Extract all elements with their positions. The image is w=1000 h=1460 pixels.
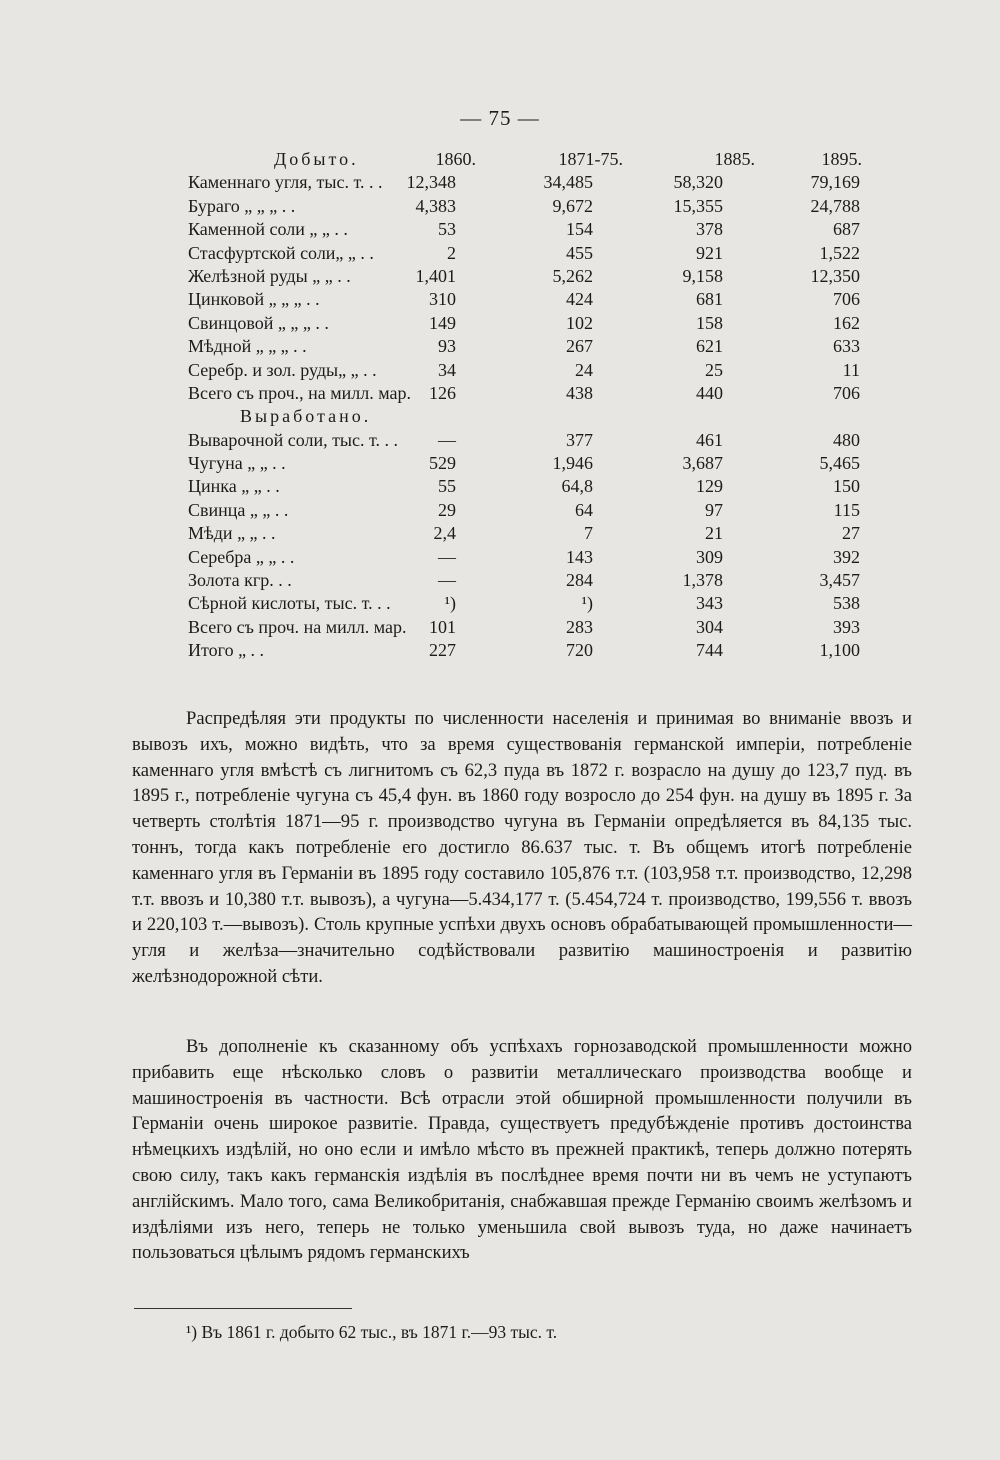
- row-value: 480: [833, 429, 860, 450]
- table-row: [188, 429, 868, 452]
- row-value: 154: [566, 219, 593, 240]
- row-value: 34: [438, 359, 456, 380]
- row-value: 9,158: [682, 265, 723, 286]
- table-row: [188, 616, 868, 639]
- row-value: 1,100: [819, 640, 860, 661]
- table-row: [188, 569, 868, 592]
- row-value: 461: [696, 429, 723, 450]
- row-value: 393: [833, 616, 860, 637]
- row-value: 149: [429, 312, 456, 333]
- table-row: [188, 195, 868, 218]
- table-row: [188, 382, 868, 405]
- row-value: 150: [833, 476, 860, 497]
- header-year: 1895.: [821, 149, 862, 169]
- row-label: Цинка „ „ . .: [188, 476, 280, 497]
- row-value: —: [438, 570, 456, 591]
- row-label: Стасфуртской соли„ „ . .: [188, 242, 374, 263]
- paragraph: Въ дополненіе къ сказанному объ успѣхахъ горнозаводской промышленности можно прибавить еще нѣсколько словъ о развитіи металлическаго производства вообще и машиностроенія въ частности. Всѣ отрасли этой обширной промышленности получили въ Германіи очень широкое развитіе. Правда, существуетъ предубѣжденіе противъ достоинства нѣмецкихъ издѣлій, но оно если и имѣло мѣсто въ прежней практикѣ, теперь должно потерять свою силу, такъ какъ германскія издѣлія въ послѣднее время почти ни въ чемъ не уступаютъ англійскимъ. Мало того, сама Великобританія, снабжавшая прежде Германію своимъ желѣзомъ и издѣліями изъ него, теперь не только уменьшила свой вывозъ туда, но даже начинаетъ пользоваться цѣлымъ рядомъ германскихъ: [132, 1036, 912, 1264]
- row-value: 440: [696, 382, 723, 403]
- row-value: —: [438, 429, 456, 450]
- row-value: 1,378: [682, 570, 723, 591]
- row-value: 79,169: [810, 172, 860, 193]
- page-number: — 75 —: [460, 106, 540, 130]
- table-row: [188, 312, 868, 335]
- section-row: [188, 405, 868, 428]
- row-value: ¹): [444, 593, 456, 614]
- row-value: 309: [696, 546, 723, 567]
- row-value: 143: [566, 546, 593, 567]
- row-value: 29: [438, 499, 456, 520]
- paragraph: Распредѣляя эти продукты по численности населенія и принимая во вниманіе ввозъ и вывозъ ихъ, можно видѣть, что за время существованія германской имперіи, потребленіе каменнаго угля вмѣстѣ съ лигнитомъ съ 62,3 пуда въ 1872 г. возрасло на душу до 123,7 пуд. въ 1895 г., потребленіе чугуна съ 45,4 фун. въ 1860 году возросло до 254 фун. на душу въ 1895 г. За четверть столѣтія 1871—95 г. производство чугуна въ Германіи опредѣляется въ 84,135 тыс. тоннъ, тогда какъ потребленіе его достигло 86.637 тыс. т. Въ общемъ итогѣ потребленіе каменнаго угля въ Германіи въ 1895 году составило 105,876 т.т. (103,958 т.т. производство, 12,298 т.т. ввозъ и 10,380 т.т. вывозъ), а чугуна—5.434,177 т. (5.454,724 т. производство, 199,556 т. ввозъ и 220,103 т.—вывозъ). Столь крупные успѣхи двухъ основъ обрабатывающей промышленности—угля и желѣза—значительно содѣйствовали развитію машиностроенія и развитію желѣзнодорожной сѣти.: [132, 708, 912, 987]
- row-label: Итого „ . .: [188, 640, 265, 661]
- row-value: 921: [696, 242, 723, 263]
- row-value: 24,788: [810, 195, 860, 216]
- table-row: [188, 592, 868, 615]
- row-value: 438: [566, 382, 593, 403]
- row-value: 34,485: [543, 172, 593, 193]
- table-row: [188, 335, 868, 358]
- row-value: 55: [438, 476, 456, 497]
- row-value: 706: [833, 289, 860, 310]
- production-table: [188, 148, 868, 663]
- row-value: 53: [438, 219, 456, 240]
- row-value: 377: [566, 429, 593, 450]
- row-value: 64: [575, 499, 593, 520]
- row-value: 687: [833, 219, 860, 240]
- row-value: 5,262: [552, 265, 593, 286]
- row-value: 1,946: [552, 453, 593, 474]
- row-value: 538: [833, 593, 860, 614]
- row-label: Свинцовой „ „ „ . .: [188, 312, 329, 333]
- processed-rows-group: [188, 429, 868, 663]
- footnote-divider: [134, 1308, 352, 1309]
- row-value: 102: [566, 312, 593, 333]
- row-value: 310: [429, 289, 456, 310]
- row-value: 115: [833, 499, 860, 520]
- table-row: [188, 499, 868, 522]
- header-title: Добыто.: [274, 149, 359, 169]
- row-label: Всего съ проч., на милл. мар.: [188, 382, 412, 403]
- table-row: [188, 475, 868, 498]
- row-value: 343: [696, 593, 723, 614]
- row-value: 15,355: [673, 195, 723, 216]
- row-label: Желѣзной руды „ „ . .: [188, 265, 351, 286]
- mined-rows-group: [188, 171, 868, 405]
- row-value: 101: [429, 616, 456, 637]
- table-row: [188, 171, 868, 194]
- row-label: Серебра „ „ . .: [188, 546, 295, 567]
- row-value: 5,465: [819, 453, 860, 474]
- row-value: ¹): [581, 593, 593, 614]
- table-row: [188, 452, 868, 475]
- row-value: 621: [696, 336, 723, 357]
- table-row: [188, 218, 868, 241]
- row-value: 12,350: [810, 265, 860, 286]
- row-label: Цинковой „ „ „ . .: [188, 289, 320, 310]
- row-value: 424: [566, 289, 593, 310]
- row-value: 227: [429, 640, 456, 661]
- table-row: [188, 522, 868, 545]
- row-value: 681: [696, 289, 723, 310]
- row-value: 11: [842, 359, 860, 380]
- row-value: 93: [438, 336, 456, 357]
- row-value: 3,687: [682, 453, 723, 474]
- row-value: 9,672: [552, 195, 593, 216]
- table-row: [188, 265, 868, 288]
- row-value: 529: [429, 453, 456, 474]
- row-value: 126: [429, 382, 456, 403]
- row-value: 2,4: [433, 523, 456, 544]
- row-value: 24: [575, 359, 593, 380]
- row-value: 284: [566, 570, 593, 591]
- table-row: [188, 242, 868, 265]
- header-year: 1871-75.: [558, 149, 623, 169]
- row-value: 25: [705, 359, 723, 380]
- row-label: Каменной соли „ „ . .: [188, 219, 348, 240]
- row-value: 283: [566, 616, 593, 637]
- paragraph-block: [132, 706, 912, 990]
- row-value: 455: [566, 242, 593, 263]
- paragraph-block: [132, 1034, 912, 1266]
- row-label: Мѣди „ „ . .: [188, 523, 276, 544]
- row-value: 304: [696, 616, 723, 637]
- row-label: Чугуна „ „ . .: [188, 453, 286, 474]
- row-value: 58,320: [673, 172, 723, 193]
- row-value: 27: [842, 523, 860, 544]
- row-value: 392: [833, 546, 860, 567]
- table-header-row: [188, 148, 868, 171]
- row-value: 64,8: [561, 476, 593, 497]
- row-label: Золота кгр. . .: [188, 570, 292, 591]
- row-value: 706: [833, 382, 860, 403]
- row-value: 12,348: [406, 172, 456, 193]
- row-label: Серебр. и зол. руды„ „ . .: [188, 359, 377, 380]
- row-value: 162: [833, 312, 860, 333]
- row-value: 633: [833, 336, 860, 357]
- row-value: 7: [584, 523, 593, 544]
- row-value: 744: [696, 640, 723, 661]
- row-value: 21: [705, 523, 723, 544]
- table-row: [188, 546, 868, 569]
- table-row: [188, 359, 868, 382]
- row-value: 158: [696, 312, 723, 333]
- row-value: 720: [566, 640, 593, 661]
- row-label: Выварочной соли, тыс. т. . .: [188, 429, 399, 450]
- row-value: 2: [447, 242, 456, 263]
- row-value: 1,401: [415, 265, 456, 286]
- row-value: 267: [566, 336, 593, 357]
- row-label: Свинца „ „ . .: [188, 499, 289, 520]
- footnote: ¹) Въ 1861 г. добыто 62 тыс., въ 1871 г.—93 тыс. т.: [186, 1322, 558, 1342]
- row-label: Бураго „ „ „ . .: [188, 195, 296, 216]
- row-label: Сѣрной кислоты, тыс. т. . .: [188, 593, 391, 614]
- table-row: [188, 288, 868, 311]
- row-value: —: [438, 546, 456, 567]
- row-label: Всего съ проч. на милл. мар.: [188, 616, 407, 637]
- row-value: 129: [696, 476, 723, 497]
- row-value: 97: [705, 499, 723, 520]
- row-value: 378: [696, 219, 723, 240]
- row-label: Каменнаго угля, тыс. т. . .: [188, 172, 383, 193]
- row-value: 1,522: [819, 242, 860, 263]
- section-title: Выработано.: [240, 406, 372, 427]
- table-row: [188, 639, 868, 662]
- header-year: 1885.: [714, 149, 755, 169]
- row-value: 4,383: [415, 195, 456, 216]
- row-value: 3,457: [819, 570, 860, 591]
- row-label: Мѣдной „ „ „ . .: [188, 336, 307, 357]
- header-year: 1860.: [435, 149, 476, 169]
